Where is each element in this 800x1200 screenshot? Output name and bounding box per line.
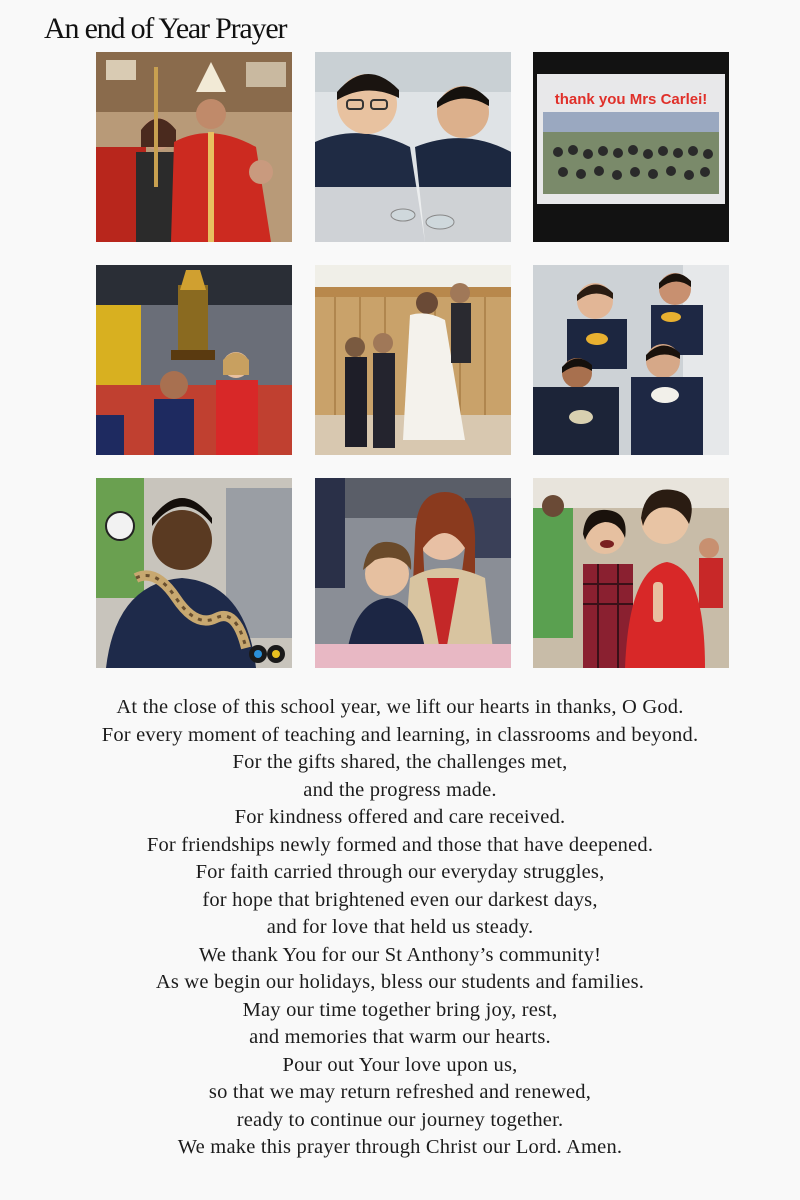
prayer-line: For the gifts shared, the challenges met, [232,751,568,773]
prayer-line: for hope that brightened even our darkest days, [202,888,598,911]
prayer-line: ready to continue our journey together. [236,1108,564,1131]
prayer-line: For friendships newly formed and those that have deepened. [146,833,654,856]
photo-mother-son [315,478,511,668]
photo-boy-snake [96,478,292,668]
prayer-line: At the close of this school year, we lift our hearts in thanks, O God. [116,696,684,718]
prayer-text [0,694,800,1162]
photo-kids-laughing [533,478,729,668]
screen-caption: thank you Mrs Carlei! [554,91,708,108]
photo-boys-science [315,52,511,242]
photo-priest-communion [315,265,511,455]
prayer-line: We make this prayer through Christ our Lord. Amen. [177,1136,623,1158]
prayer-line: so that we may return refreshed and renewed, [208,1081,592,1103]
prayer-line: and memories that warm our hearts. [249,1026,551,1048]
prayer-line: For kindness offered and care received. [234,806,566,828]
prayer-line: We thank You for our St Anthony’s community! [198,943,602,966]
prayer-line: For every moment of teaching and learning, in classrooms and beyond. [101,723,699,746]
prayer-line: For faith carried through our everyday struggles, [195,861,605,883]
photo-grid [96,52,729,668]
photo-thank-you-screen [533,52,729,242]
prayer-line: As we begin our holidays, bless our students and families. [155,971,645,993]
prayer-line: Pour out Your love upon us, [282,1053,518,1076]
page-title: An end of Year Prayer [44,12,287,45]
prayer-line: May our time together bring joy, rest, [242,998,558,1021]
prayer-line: and the progress made. [303,778,497,801]
photo-trophy [96,265,292,455]
prayer-line: and for love that held us steady. [266,916,534,938]
photo-boys-soup [533,265,729,455]
photo-bishop-blessing [96,52,292,242]
